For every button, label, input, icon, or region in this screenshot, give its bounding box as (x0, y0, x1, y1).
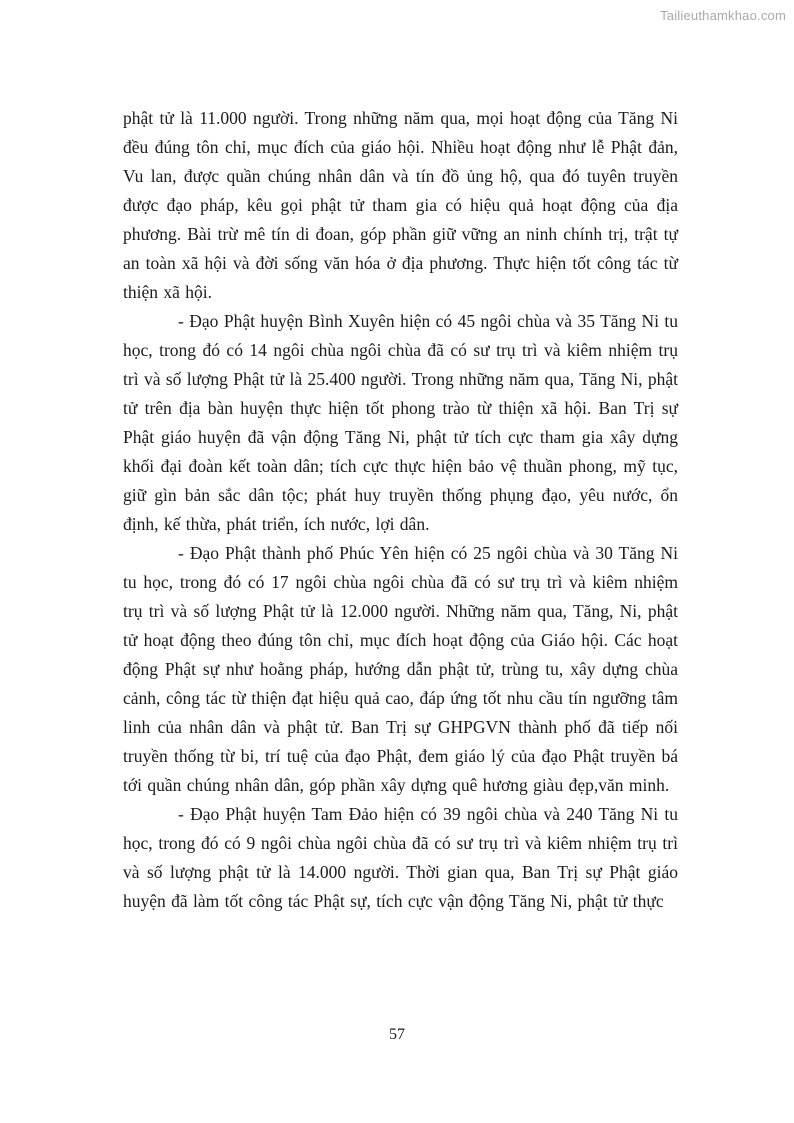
page-number: 57 (389, 1026, 405, 1043)
paragraph-tam-dao: - Đạo Phật huyện Tam Đảo hiện có 39 ngôi chùa và 240 Tăng Ni tu học, trong đó có 9 ngôi chùa ngôi chùa đã có sư trụ trì và kiêm nhiệm trụ trì và số lượng phật tử là 14.000 người. Thời gian qua, Ban Trị sự Phật giáo huyện đã làm tốt công tác Phật sự, tích cực vận động Tăng Ni, phật tử thực (123, 804, 678, 911)
watermark: Tailieuthamkhao.com (660, 8, 786, 23)
document-page-body (123, 104, 678, 916)
paragraph-phuc-yen: - Đạo Phật thành phố Phúc Yên hiện có 25 ngôi chùa và 30 Tăng Ni tu học, trong đó có 17 ngôi chùa ngôi chùa đã có sư trụ trì và kiêm nhiệm trụ trì và số lượng Phật tử là 12.000 người. Những năm qua, Tăng, Ni, phật tử hoạt động theo đúng tôn chỉ, mục đích hoạt động của Giáo hội. Các hoạt động Phật sự như hoằng pháp, hướng dẫn phật tử, trùng tu, xây dựng chùa cảnh, công tác từ thiện đạt hiệu quả cao, đáp ứng tốt nhu cầu tín ngưỡng tâm linh của nhân dân và phật tử. Ban Trị sự GHPGVN thành phố đã tiếp nối truyền thống từ bi, trí tuệ của đạo Phật, đem giáo lý của đạo Phật truyền bá tới quần chúng nhân dân, góp phần xây dựng quê hương giàu đẹp,văn minh. (123, 543, 678, 795)
paragraph-continuation: phật tử là 11.000 người. Trong những năm qua, mọi hoạt động của Tăng Ni đều đúng tôn chỉ, mục đích của giáo hội. Nhiều hoạt động như lễ Phật đản, Vu lan, được quần chúng nhân dân và tín đồ ủng hộ, qua đó tuyên truyền được đạo pháp, kêu gọi phật tử tham gia có hiệu quả hoạt động của địa phương. Bài trừ mê tín di đoan, góp phần giữ vững an ninh chính trị, trật tự an toàn xã hội và đời sống văn hóa ở địa phương. Thực hiện tốt công tác từ thiện xã hội. (123, 108, 678, 302)
paragraph-binh-xuyen: - Đạo Phật huyện Bình Xuyên hiện có 45 ngôi chùa và 35 Tăng Ni tu học, trong đó có 14 ngôi chùa ngôi chùa đã có sư trụ trì và kiêm nhiệm trụ trì và số lượng Phật tử là 25.400 người. Trong những năm qua, Tăng Ni, phật tử trên địa bàn huyện thực hiện tốt phong trào từ thiện xã hội. Ban Trị sự Phật giáo huyện đã vận động Tăng Ni, phật tử tích cực tham gia xây dựng khối đại đoàn kết toàn dân; tích cực thực hiện bảo vệ thuần phong, mỹ tục, giữ gìn bản sắc dân tộc; phát huy truyền thống phụng đạo, yêu nước, ổn định, kế thừa, phát triển, ích nước, lợi dân. (123, 311, 678, 534)
